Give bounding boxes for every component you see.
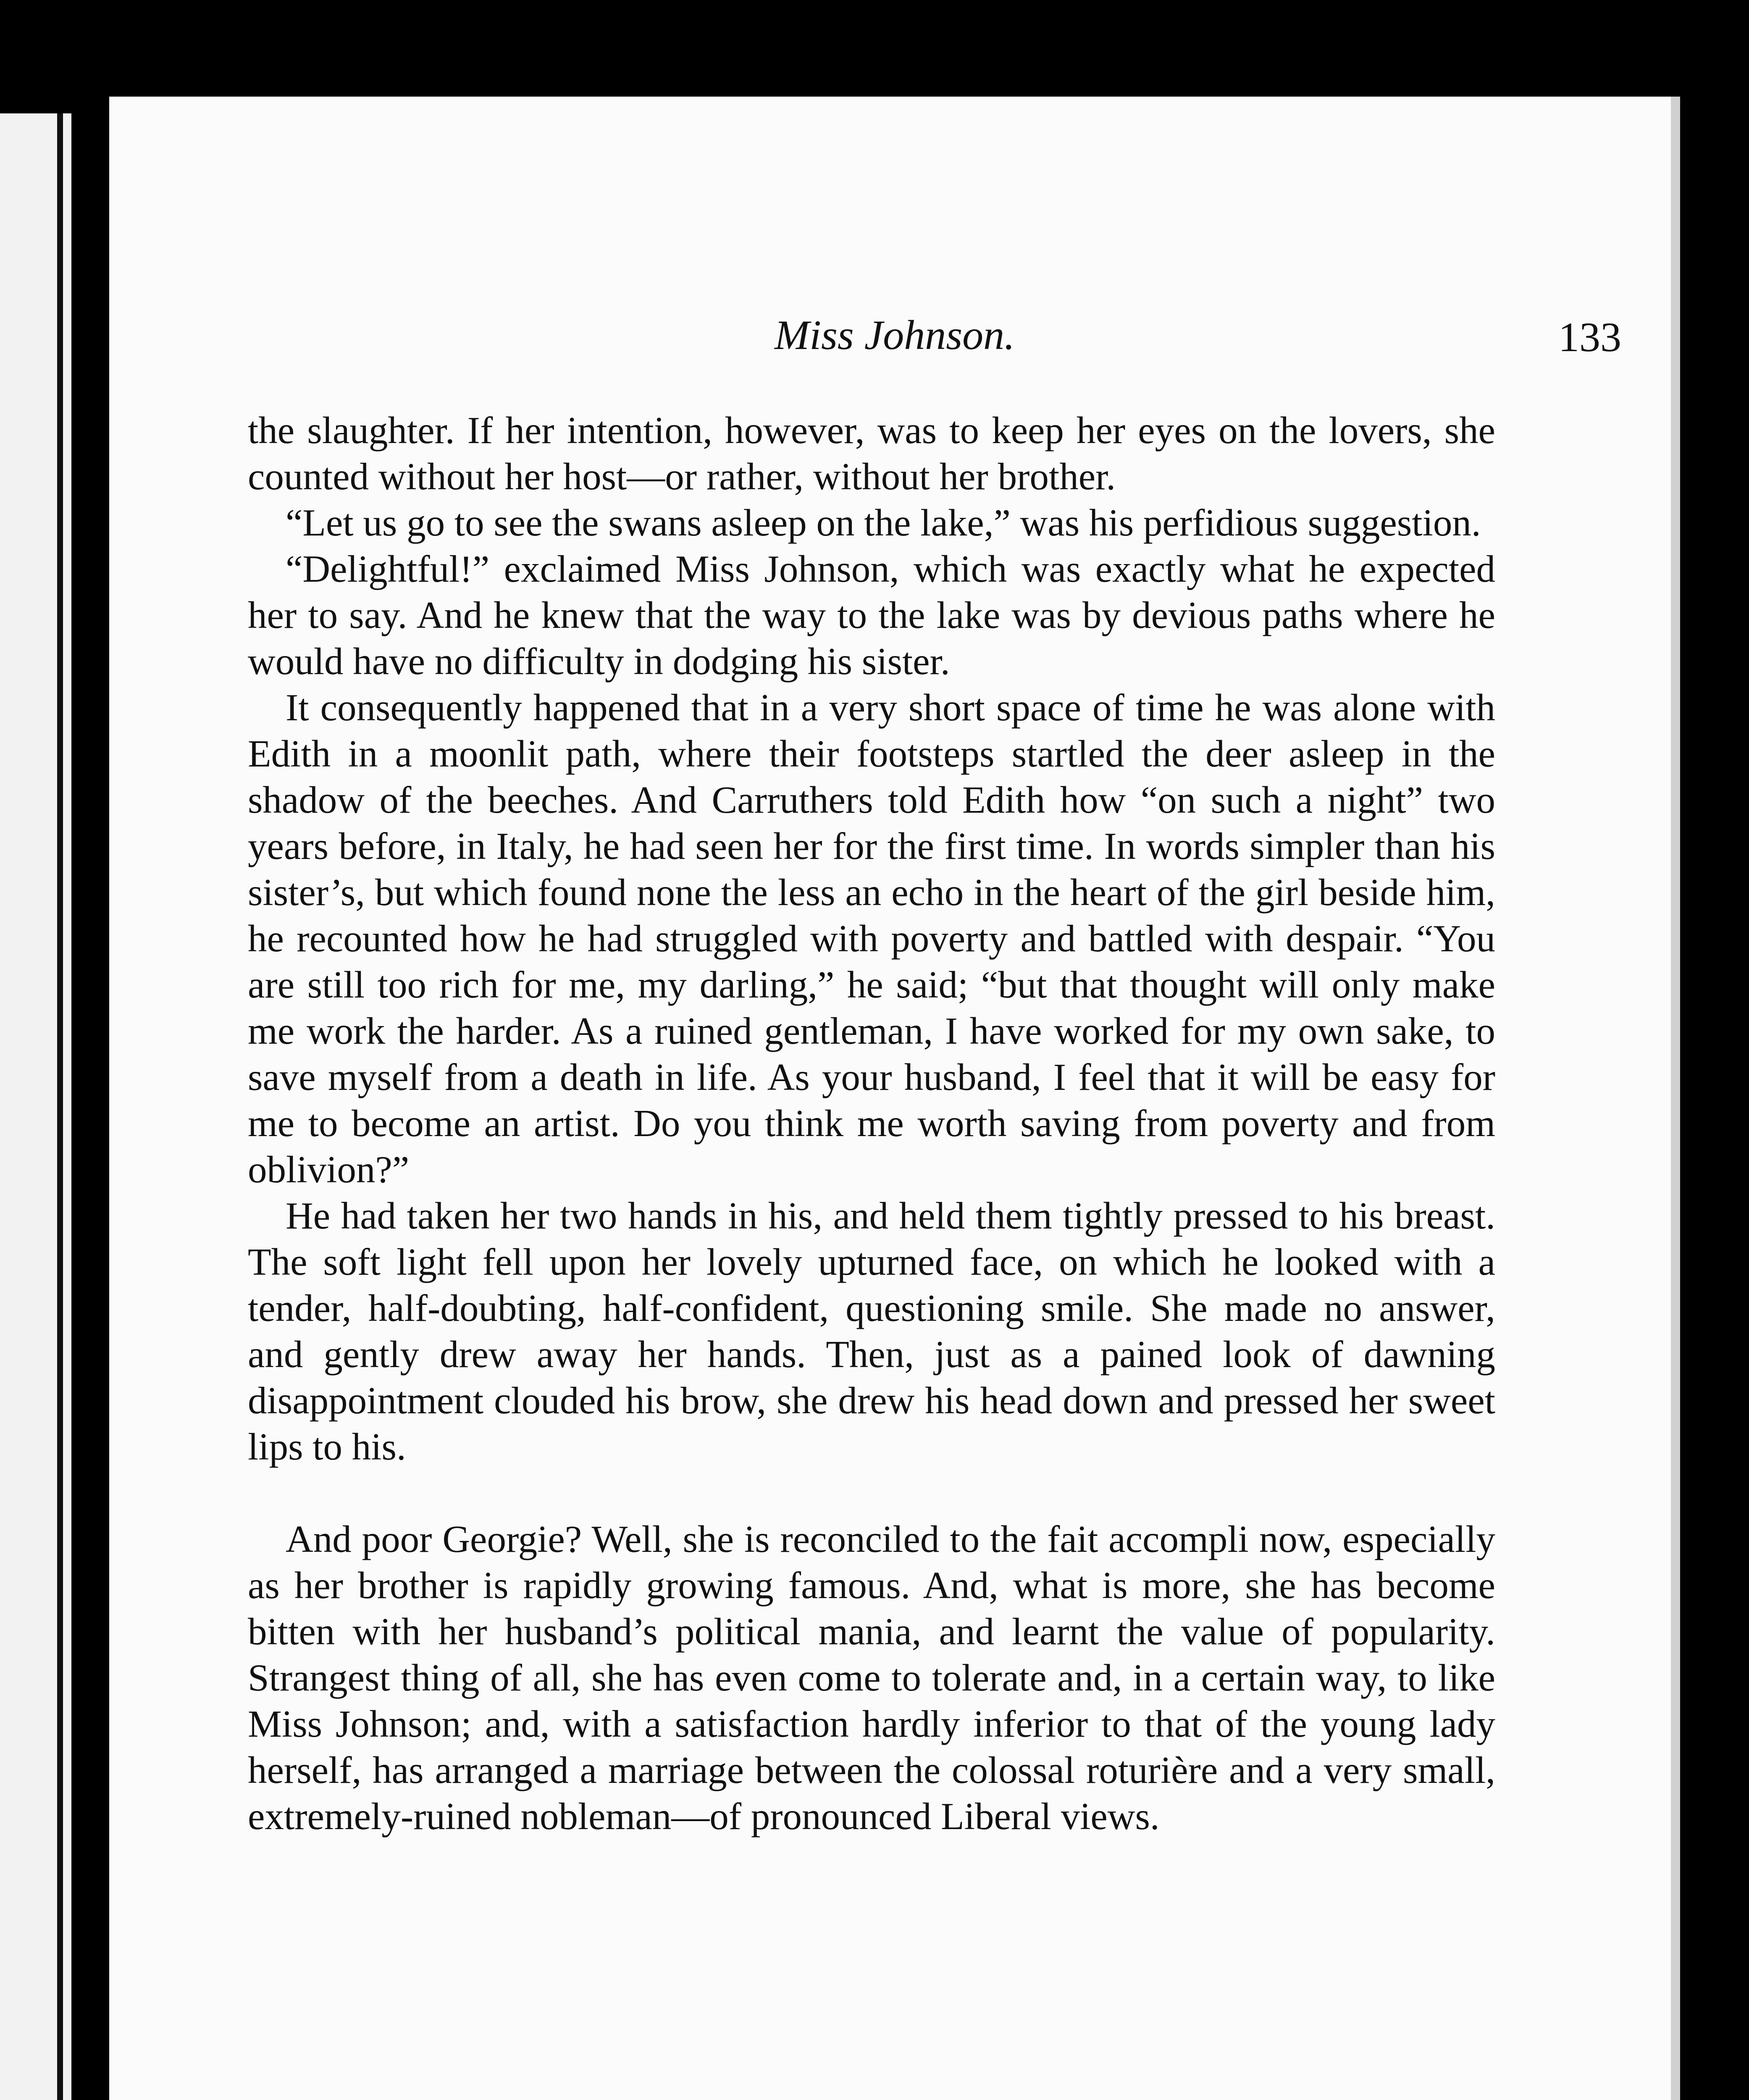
paragraph-6: And poor Georgie? Well, she is reconciled to the fait accompli now, especially as her brother is rapidly growing famous. And, what is more, she has become bitten with her husband’s political mania, and learnt the value of popularity. Strangest thing of all, she has even come to tolerate and, in a certain way, to like Miss Johnson; and, with a satisfaction hardly inferior to that of the young lady herself, has arranged a marriage between the colossal roturière and a very small, extremely-ruined nobleman—of pronounced Liberal views. (248, 1518, 1495, 1838)
body-text (248, 407, 1495, 1840)
paragraph-1: the slaughter. If her intention, however, was to keep her eyes on the lovers, she counted without her host—or rather, without her brother. (248, 409, 1495, 498)
paragraph-4: It consequently happened that in a very short space of time he was alone with Edith in a moonlit path, where their footsteps startled the deer asleep in the shadow of the beeches. And Carruthers told Edith how “on such a night” two years before, in Italy, he had seen her for the first time. In words simpler than his sister’s, but which found none the less an echo in the heart of the girl beside him, he recounted how he had struggled with poverty and battled with despair. “You are still too rich for me, my darling,” he said; “but that thought will only make me work the harder. As a ruined gentleman, I have worked for my own sake, to save myself from a death in life. As your husband, I feel that it will be easy for me to become an artist. Do you think me worth saving from poverty and from oblivion?” (248, 686, 1495, 1191)
page-number: 133 (1558, 314, 1621, 360)
paragraph-5: He had taken her two hands in his, and held them tightly pressed to his breast. The soft light fell upon her lovely upturned face, on which he looked with a tender, half-doubting, half-confident, questioning smile. She made no answer, and gently drew away her hands. Then, just as a pained look of dawning disappointment clouded his brow, she drew his head down and pressed her sweet lips to his. (248, 1194, 1495, 1468)
paragraph-3: “Delightful!” exclaimed Miss Johnson, which was exactly what he expected her to say. And he knew that the way to the lake was by devious paths where he would have no difficulty in dodging his sister. (248, 548, 1495, 682)
adjacent-page-edge (0, 113, 71, 2100)
paragraph-2: “Let us go to see the swans asleep on the lake,” was his perfidious suggestion. (286, 501, 1481, 544)
page-edge-shadow (1671, 97, 1680, 2100)
running-title: Miss Johnson. (774, 312, 1015, 358)
book-page (109, 97, 1680, 2100)
